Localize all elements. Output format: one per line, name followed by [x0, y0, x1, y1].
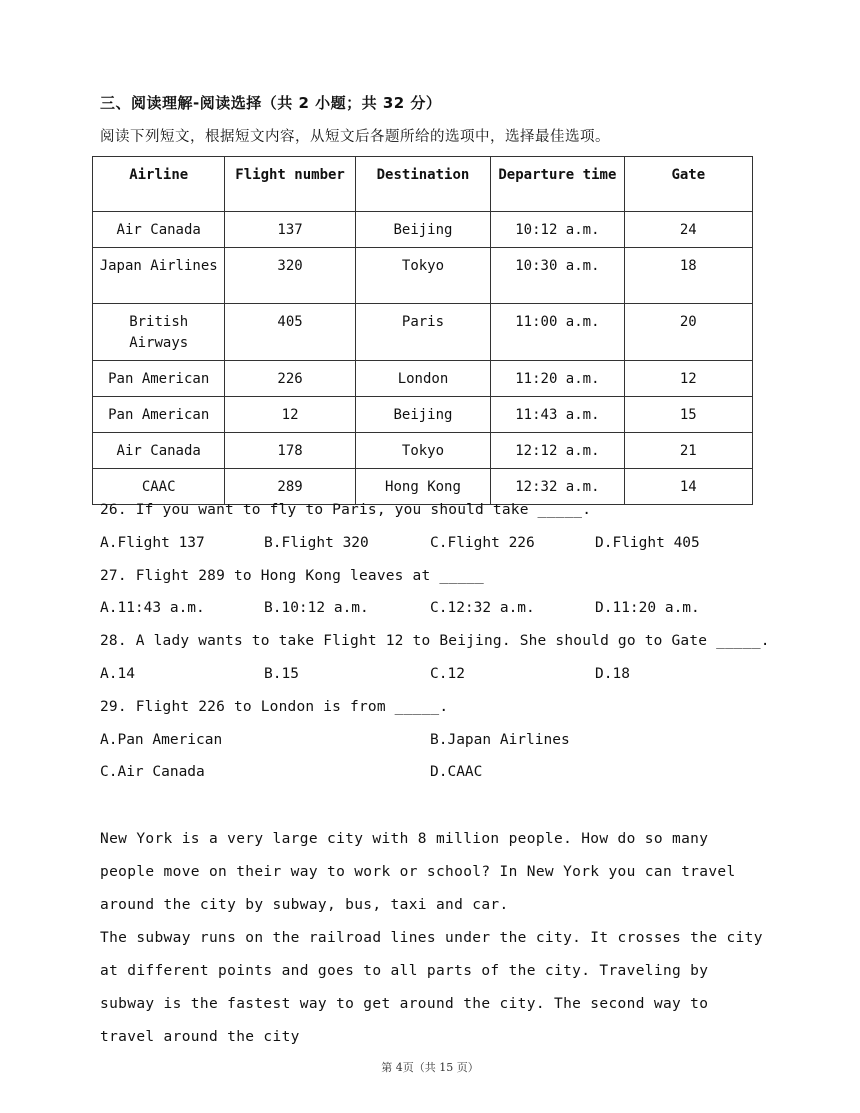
- cell-airline: Air Canada: [93, 433, 225, 469]
- question-29-option-a[interactable]: A.Pan American: [100, 732, 223, 748]
- passage-paragraph-2: The subway runs on the railroad lines under the city. It crosses the city at different points and goes to all parts of the city. Traveling by subway is the fastest way to get around the city. The second way to travel around the city: [100, 930, 763, 1045]
- header-gate: Gate: [624, 157, 752, 212]
- cell-airline: Air Canada: [93, 212, 225, 248]
- cell-destination: Tokyo: [355, 248, 490, 304]
- passage-paragraph-1: New York is a very large city with 8 million people. How do so many people move on their way to work or school? In New York you can travel around the city by subway, bus, taxi and car.: [100, 831, 736, 913]
- cell-flight-number: 405: [225, 304, 355, 361]
- cell-airline: Pan American: [93, 397, 225, 433]
- question-27-option-d[interactable]: D.11:20 a.m.: [595, 600, 700, 616]
- question-26-option-b[interactable]: B.Flight 320: [264, 535, 369, 551]
- cell-destination: Beijing: [355, 212, 490, 248]
- cell-airline: British Airways: [93, 304, 225, 361]
- cell-flight-number: 226: [225, 361, 355, 397]
- table-row: [93, 248, 753, 304]
- cell-destination: Paris: [355, 304, 490, 361]
- table-row: [93, 361, 753, 397]
- cell-destination: Tokyo: [355, 433, 490, 469]
- question-28-option-d[interactable]: D.18: [595, 666, 630, 682]
- question-28-option-a[interactable]: A.14: [100, 666, 135, 682]
- cell-departure-time: 11:00 a.m.: [491, 304, 624, 361]
- header-flight-number: Flight number: [225, 157, 355, 212]
- question-29-option-c[interactable]: C.Air Canada: [100, 764, 205, 780]
- cell-gate: 24: [624, 212, 752, 248]
- flight-table: [92, 156, 753, 505]
- question-29-option-b[interactable]: B.Japan Airlines: [430, 732, 570, 748]
- cell-flight-number: 289: [225, 469, 355, 505]
- question-26-option-a[interactable]: A.Flight 137: [100, 535, 205, 551]
- cell-airline: Japan Airlines: [93, 248, 225, 304]
- cell-destination: Beijing: [355, 397, 490, 433]
- cell-destination: Hong Kong: [355, 469, 490, 505]
- cell-departure-time: 11:43 a.m.: [491, 397, 624, 433]
- table-header-row: [93, 157, 753, 212]
- table-row: [93, 433, 753, 469]
- cell-departure-time: 11:20 a.m.: [491, 361, 624, 397]
- header-departure-time: Departure time: [491, 157, 624, 212]
- cell-gate: 12: [624, 361, 752, 397]
- question-29-stem: 29. Flight 226 to London is from _____.: [100, 699, 449, 715]
- cell-flight-number: 178: [225, 433, 355, 469]
- cell-gate: 14: [624, 469, 752, 505]
- table-row: [93, 397, 753, 433]
- question-26-stem: 26. If you want to fly to Paris, you should take _____.: [100, 502, 592, 518]
- question-27-option-a[interactable]: A.11:43 a.m.: [100, 600, 205, 616]
- cell-flight-number: 12: [225, 397, 355, 433]
- cell-gate: 21: [624, 433, 752, 469]
- cell-departure-time: 10:30 a.m.: [491, 248, 624, 304]
- cell-airline: CAAC: [93, 469, 225, 505]
- question-27-option-c[interactable]: C.12:32 a.m.: [430, 600, 535, 616]
- table-row: [93, 212, 753, 248]
- table-row: [93, 304, 753, 361]
- instruction-text: 阅读下列短文，根据短文内容，从短文后各题所给的选项中，选择最佳选项。: [100, 129, 610, 145]
- cell-airline: Pan American: [93, 361, 225, 397]
- cell-departure-time: 12:12 a.m.: [491, 433, 624, 469]
- cell-gate: 20: [624, 304, 752, 361]
- question-26-option-d[interactable]: D.Flight 405: [595, 535, 700, 551]
- table-row: [93, 469, 753, 505]
- cell-gate: 15: [624, 397, 752, 433]
- cell-departure-time: 10:12 a.m.: [491, 212, 624, 248]
- header-destination: Destination: [355, 157, 490, 212]
- question-28-option-c[interactable]: C.12: [430, 666, 465, 682]
- question-27-option-b[interactable]: B.10:12 a.m.: [264, 600, 369, 616]
- question-28-option-b[interactable]: B.15: [264, 666, 299, 682]
- cell-destination: London: [355, 361, 490, 397]
- question-28-stem: 28. A lady wants to take Flight 12 to Beijing. She should go to Gate _____.: [100, 633, 770, 649]
- cell-gate: 18: [624, 248, 752, 304]
- page-footer: 第 4页（共 15 页）: [381, 1061, 479, 1074]
- question-29-option-d[interactable]: D.CAAC: [430, 764, 483, 780]
- section-title: 三、阅读理解-阅读选择（共 2 小题；共 32 分）: [100, 94, 442, 112]
- cell-flight-number: 320: [225, 248, 355, 304]
- cell-departure-time: 12:32 a.m.: [491, 469, 624, 505]
- header-airline: Airline: [93, 157, 225, 212]
- question-27-stem: 27. Flight 289 to Hong Kong leaves at _____: [100, 568, 484, 584]
- cell-flight-number: 137: [225, 212, 355, 248]
- question-26-option-c[interactable]: C.Flight 226: [430, 535, 535, 551]
